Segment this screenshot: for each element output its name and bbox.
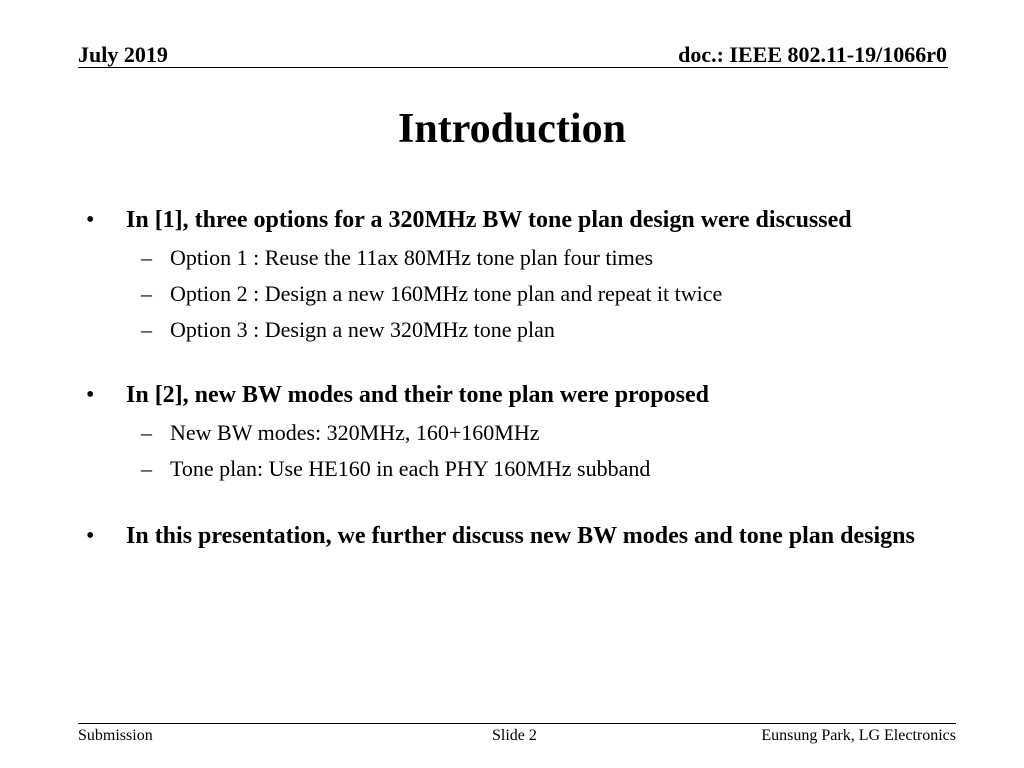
spacer — [86, 348, 946, 378]
sub-bullet-item — [86, 240, 946, 276]
bullet-dot-icon: • — [86, 523, 95, 549]
bullet-item — [86, 378, 946, 412]
bullet-text: In [1], three options for a 320MHz BW tone plan design were discussed — [126, 207, 852, 233]
sub-bullet-text: New BW modes: 320MHz, 160+160MHz — [170, 420, 540, 445]
bullet-dot-icon: • — [86, 207, 95, 233]
dash-icon: – — [141, 245, 152, 270]
slide-title: Introduction — [398, 106, 626, 152]
sub-bullet-item — [86, 312, 946, 348]
bullet-text: In this presentation, we further discuss new BW modes and tone plan designs — [126, 523, 915, 549]
sub-bullet-text: Option 1 : Reuse the 11ax 80MHz tone plan four times — [170, 245, 654, 270]
sub-bullet-item — [86, 276, 946, 312]
bullet-text: In [2], new BW modes and their tone plan were proposed — [126, 382, 709, 408]
sub-bullet-text: Tone plan: Use HE160 in each PHY 160MHz subband — [170, 456, 651, 481]
footer-divider — [78, 723, 956, 724]
spacer — [86, 487, 946, 519]
footer-author: Eunsung Park, LG Electronics — [761, 727, 956, 744]
sub-bullet-item — [86, 451, 946, 487]
header-divider — [78, 67, 948, 68]
header-date: July 2019 — [78, 42, 168, 67]
sub-bullet-list — [86, 415, 946, 487]
sub-bullet-item — [86, 415, 946, 451]
bullet-item — [86, 519, 946, 553]
dash-icon: – — [141, 317, 152, 342]
sub-bullet-text: Option 2 : Design a new 160MHz tone plan and repeat it twice — [170, 281, 723, 306]
header-doc-id: doc.: IEEE 802.11-19/1066r0 — [678, 42, 947, 67]
footer-slide-number: Slide 2 — [492, 727, 537, 744]
footer-submission: Submission — [78, 727, 153, 744]
sub-bullet-list — [86, 240, 946, 348]
dash-icon: – — [141, 420, 152, 445]
slide-body — [86, 203, 946, 553]
dash-icon: – — [141, 281, 152, 306]
bullet-dot-icon: • — [86, 382, 95, 408]
sub-bullet-text: Option 3 : Design a new 320MHz tone plan — [170, 317, 555, 342]
bullet-item — [86, 203, 946, 237]
dash-icon: – — [141, 456, 152, 481]
